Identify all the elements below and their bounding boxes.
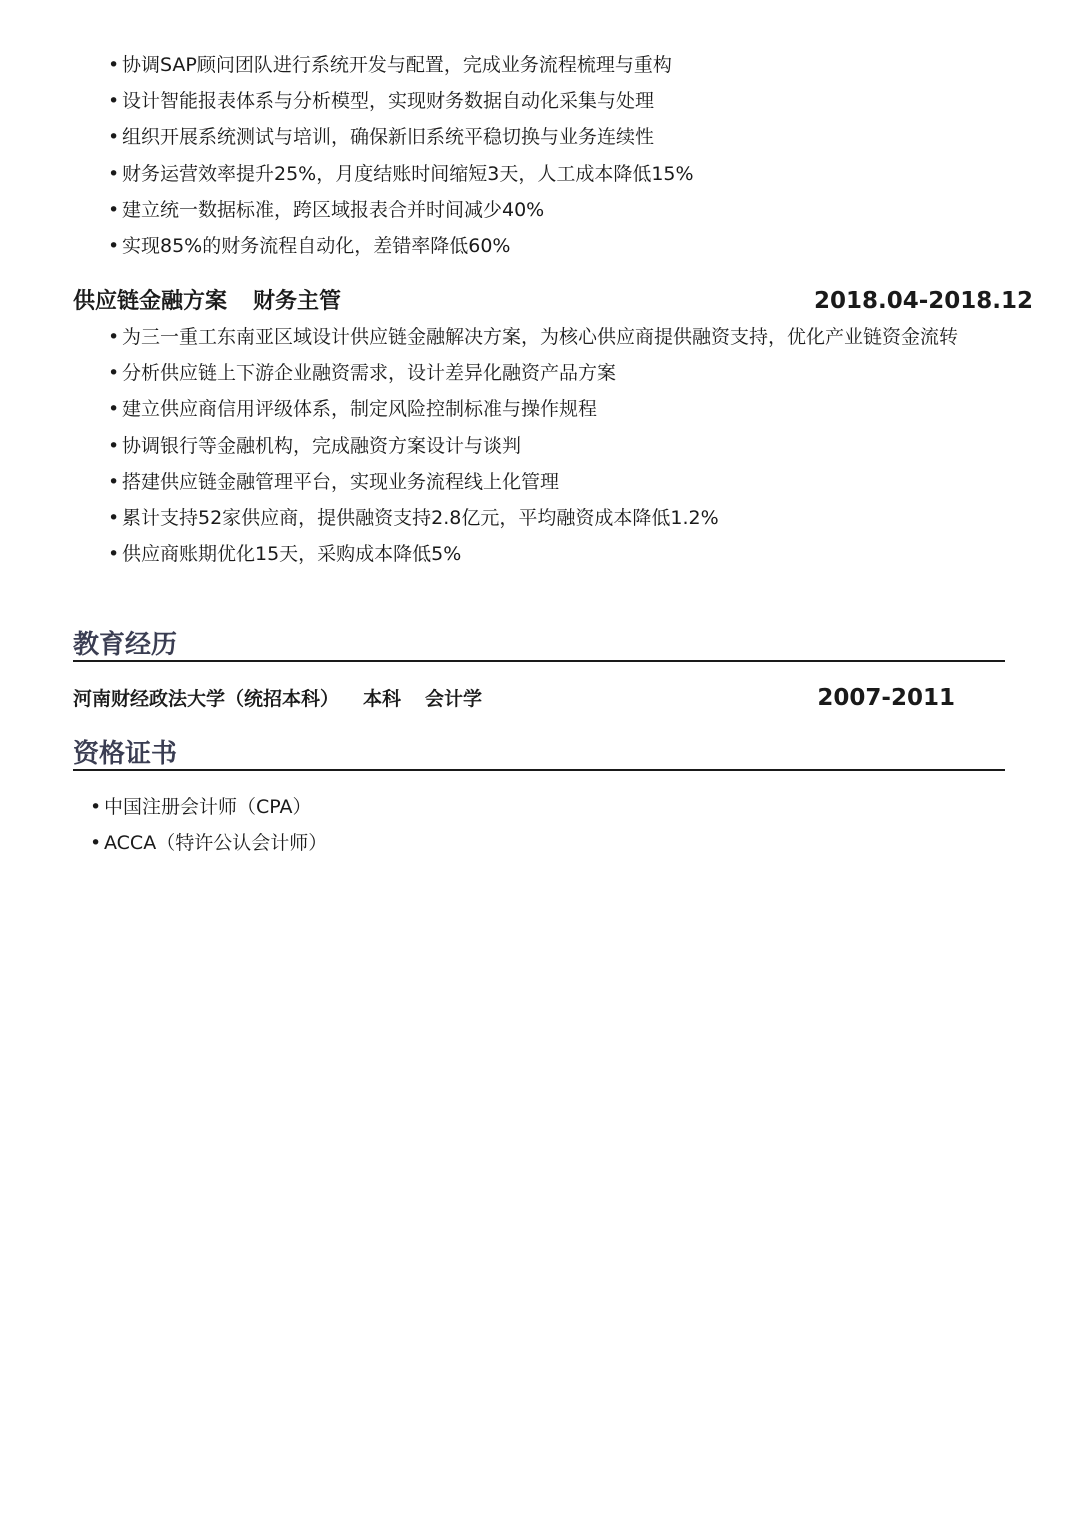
certificates-list xyxy=(90,789,327,861)
experience-bullet-list xyxy=(108,47,694,264)
list-item: • 建立供应商信用评级体系，制定风险控制标准与操作规程 xyxy=(108,398,598,421)
education-details xyxy=(73,684,482,711)
list-item: • 设计智能报表体系与分析模型，实现财务数据自动化采集与处理 xyxy=(108,90,655,113)
project-bullet-list xyxy=(108,319,968,572)
list-item: • 财务运营效率提升25%，月度结账时间缩短3天，人工成本降低15% xyxy=(108,162,694,185)
project-title xyxy=(73,284,341,315)
list-item: • 供应商账期优化15天，采购成本降低5% xyxy=(108,543,462,566)
list-item: • 为三一重工东南亚区域设计供应链金融解决方案，为核心供应商提供融资支持，优化产业链资金流转 xyxy=(108,326,959,348)
project-date: 2018.04-2018.12 xyxy=(813,288,1033,314)
list-item: • 组织开展系统测试与培训，确保新旧系统平稳切换与业务连续性 xyxy=(108,126,655,149)
list-item: • ACCA（特许公认会计师） xyxy=(90,832,328,855)
list-item: • 建立统一数据标准，跨区域报表合并时间减少40% xyxy=(108,198,545,221)
list-item: • 分析供应链上下游企业融资需求，设计差异化融资产品方案 xyxy=(108,362,617,385)
project-role: 财务主管 xyxy=(253,289,342,314)
list-item: • 中国注册会计师（CPA） xyxy=(90,796,312,818)
list-item: • 搭建供应链金融管理平台，实现业务流程线上化管理 xyxy=(108,470,560,493)
project-name: 供应链金融方案 xyxy=(73,289,228,314)
education-entry xyxy=(73,684,955,711)
certificates-heading: 资格证书 xyxy=(73,739,178,769)
list-item: • 实现85%的财务流程自动化，差错率降低60% xyxy=(108,235,511,258)
degree: 本科 xyxy=(363,688,402,710)
project-header xyxy=(73,284,1033,315)
list-item: • 协调SAP顾问团队进行系统开发与配置，完成业务流程梳理与重构 xyxy=(108,54,672,76)
education-divider xyxy=(73,660,1005,662)
education-date: 2007-2011 xyxy=(817,685,955,711)
certificates-divider xyxy=(73,769,1005,771)
list-item: • 累计支持52家供应商，提供融资支持2.8亿元，平均融资成本降低1.2% xyxy=(108,507,719,530)
education-heading: 教育经历 xyxy=(73,630,178,660)
major: 会计学 xyxy=(425,688,483,710)
school-name: 河南财经政法大学（统招本科） xyxy=(73,688,340,710)
list-item: • 协调银行等金融机构，完成融资方案设计与谈判 xyxy=(108,434,522,457)
